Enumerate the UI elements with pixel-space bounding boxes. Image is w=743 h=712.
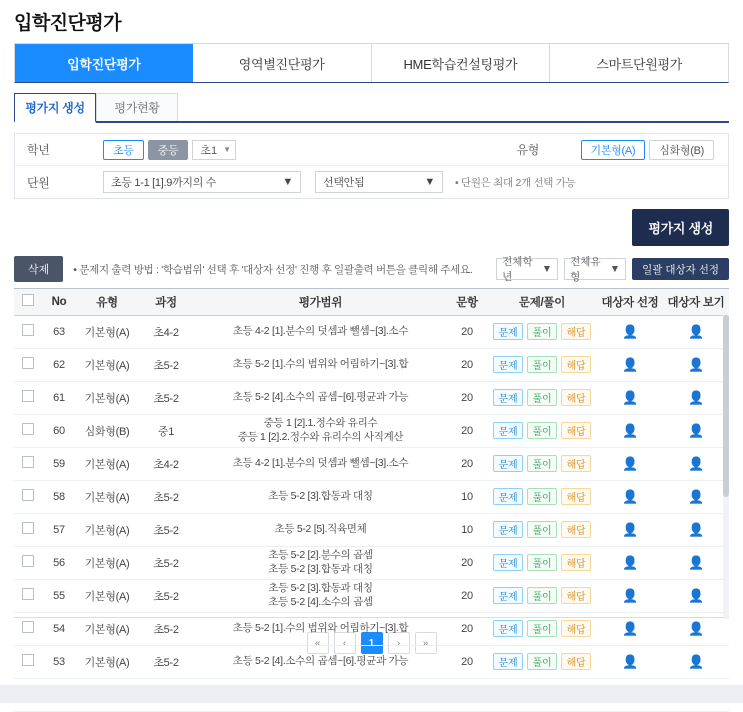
cell-target-view[interactable] bbox=[663, 546, 729, 579]
answer-button[interactable]: 해답 bbox=[561, 653, 591, 670]
row-checkbox-cell[interactable] bbox=[14, 414, 42, 447]
tab-label: HME학습컨설팅평가 bbox=[403, 56, 518, 72]
table-row[interactable] bbox=[14, 414, 729, 447]
table-row[interactable] bbox=[14, 546, 729, 579]
row-checkbox[interactable] bbox=[22, 390, 34, 402]
cell-no: 62 bbox=[42, 348, 76, 381]
cell-scope: 초등 5-2 [2].분수의 곱셈 초등 5-2 [3].합동과 대칭 bbox=[194, 546, 447, 579]
type-filter-value: 전체유형 bbox=[570, 256, 601, 283]
unit-select[interactable] bbox=[103, 171, 301, 193]
cell-type: 기본형(A) bbox=[76, 447, 138, 480]
tab-label: 영역별진단평가 bbox=[238, 56, 325, 72]
row-checkbox-cell[interactable] bbox=[14, 579, 42, 612]
cell-actions bbox=[487, 579, 597, 612]
cell-type: 기본형(A) bbox=[76, 612, 138, 645]
cell-course: 초5-2 bbox=[138, 546, 194, 579]
cell-course: 초5-2 bbox=[138, 645, 194, 678]
table-row[interactable] bbox=[14, 315, 729, 348]
delete-button[interactable]: 삭제 bbox=[14, 256, 63, 282]
cell-no: 53 bbox=[42, 645, 76, 678]
cell-actions bbox=[487, 645, 597, 678]
pagination-last[interactable]: » bbox=[415, 632, 437, 654]
cell-count: 20 bbox=[447, 447, 487, 480]
cell-scope: 초등 5-2 [4].소수의 곱셈~[6].평균과 가능 bbox=[194, 645, 447, 678]
table-scrollbar-thumb[interactable] bbox=[723, 315, 729, 497]
cell-scope: 초등 5-2 [3].합동과 대칭 bbox=[194, 480, 447, 513]
cell-count: 20 bbox=[447, 414, 487, 447]
pagination-first[interactable]: « bbox=[307, 632, 329, 654]
solution-button[interactable]: 풀이 bbox=[527, 488, 557, 505]
th-select-all[interactable] bbox=[14, 289, 42, 315]
filter-row-grade bbox=[15, 134, 728, 166]
question-button[interactable]: 문제 bbox=[493, 653, 523, 670]
th-count: 문항 bbox=[447, 289, 487, 315]
cell-no: 57 bbox=[42, 513, 76, 546]
cell-actions bbox=[487, 513, 597, 546]
cell-no: 54 bbox=[42, 612, 76, 645]
cell-scope: 초등 5-2 [5].직육면체 bbox=[194, 513, 447, 546]
solution-button[interactable]: 풀이 bbox=[527, 554, 557, 571]
table-row[interactable] bbox=[14, 381, 729, 414]
cell-target-view[interactable] bbox=[663, 414, 729, 447]
cell-scope: 초등 5-2 [4].소수의 곱셈~[6].평균과 가능 bbox=[194, 381, 447, 414]
unit-select-value: 초등 1-1 [1].9까지의 수 bbox=[111, 177, 217, 189]
question-button[interactable]: 문제 bbox=[493, 389, 523, 406]
row-checkbox-cell[interactable] bbox=[14, 447, 42, 480]
cell-count: 10 bbox=[447, 480, 487, 513]
table-toolbar bbox=[14, 256, 729, 282]
question-button[interactable]: 문제 bbox=[493, 620, 523, 637]
solution-button[interactable]: 풀이 bbox=[527, 422, 557, 439]
cell-actions bbox=[487, 480, 597, 513]
chevron-down-icon: ▼ bbox=[282, 176, 293, 188]
bulk-select-target-button[interactable]: 일괄 대상자 선정 bbox=[632, 258, 729, 280]
solution-button[interactable]: 풀이 bbox=[527, 389, 557, 406]
type-pill-advanced[interactable]: 심화형(B) bbox=[649, 140, 714, 160]
type-label: 유형 bbox=[516, 143, 540, 157]
cell-type: 기본형(A) bbox=[76, 315, 138, 348]
solution-button[interactable]: 풀이 bbox=[527, 653, 557, 670]
th-target-view: 대상자 보기 bbox=[663, 289, 729, 315]
th-type: 유형 bbox=[76, 289, 138, 315]
tab-label: 스마트단원평가 bbox=[596, 56, 683, 72]
sub-tab-bar bbox=[14, 93, 729, 123]
person-add-icon[interactable]: 👤 bbox=[622, 422, 638, 438]
subtab-label: 평가현황 bbox=[114, 101, 160, 115]
person-add-icon[interactable]: 👤 bbox=[622, 554, 638, 570]
cell-target-view[interactable] bbox=[663, 381, 729, 414]
row-checkbox[interactable] bbox=[22, 588, 34, 600]
cell-target-select[interactable] bbox=[597, 381, 663, 414]
question-button[interactable]: 문제 bbox=[493, 323, 523, 340]
grade-pill-elementary[interactable]: 초등 bbox=[103, 140, 144, 160]
unit-option-value: 선택안됨 bbox=[323, 177, 365, 189]
row-checkbox-cell[interactable] bbox=[14, 612, 42, 645]
row-checkbox[interactable] bbox=[22, 489, 34, 501]
cell-target-select[interactable] bbox=[597, 348, 663, 381]
grade-pill-group bbox=[103, 140, 188, 160]
th-course: 과정 bbox=[138, 289, 194, 315]
cell-target-select[interactable] bbox=[597, 315, 663, 348]
select-all-checkbox[interactable] bbox=[22, 294, 34, 306]
person-view-icon[interactable]: 👤 bbox=[688, 488, 704, 504]
cell-target-view[interactable] bbox=[663, 480, 729, 513]
cell-course: 초4-2 bbox=[138, 315, 194, 348]
cell-no: 60 bbox=[42, 414, 76, 447]
th-target-select: 대상자 선정 bbox=[597, 289, 663, 315]
cell-scope: 초등 5-2 [1].수의 범위와 어림하기~[3].합 bbox=[194, 612, 447, 645]
cell-no: 63 bbox=[42, 315, 76, 348]
person-view-icon[interactable]: 👤 bbox=[688, 521, 704, 537]
cell-type: 기본형(A) bbox=[76, 546, 138, 579]
row-checkbox[interactable] bbox=[22, 324, 34, 336]
generate-row bbox=[14, 209, 729, 246]
solution-button[interactable]: 풀이 bbox=[527, 587, 557, 604]
cell-count: 20 bbox=[447, 579, 487, 612]
row-checkbox-cell[interactable] bbox=[14, 381, 42, 414]
chevron-down-icon: ▼ bbox=[609, 263, 621, 275]
page-title: 입학진단평가 bbox=[14, 13, 122, 34]
person-view-icon[interactable]: 👤 bbox=[688, 620, 704, 636]
cell-count: 20 bbox=[447, 381, 487, 414]
grade-filter-select[interactable] bbox=[496, 256, 558, 283]
solution-button[interactable]: 풀이 bbox=[527, 521, 557, 538]
cell-type: 기본형(A) bbox=[76, 579, 138, 612]
filter-panel bbox=[14, 133, 729, 199]
cell-target-select[interactable] bbox=[597, 579, 663, 612]
grade-level-value: 초1 bbox=[200, 144, 218, 157]
cell-actions bbox=[487, 381, 597, 414]
cell-course: 중1 bbox=[138, 414, 194, 447]
cell-count: 20 bbox=[447, 612, 487, 645]
type-pill-group bbox=[581, 140, 715, 160]
cell-count: 20 bbox=[447, 645, 487, 678]
cell-type: 기본형(A) bbox=[76, 513, 138, 546]
chevron-down-icon: ▼ bbox=[223, 145, 231, 154]
th-question-solution: 문제/풀이 bbox=[487, 289, 597, 315]
pagination-next[interactable]: › bbox=[388, 632, 410, 654]
cell-actions bbox=[487, 414, 597, 447]
cell-course: 초5-2 bbox=[138, 579, 194, 612]
row-checkbox[interactable] bbox=[22, 357, 34, 369]
cell-no: 59 bbox=[42, 447, 76, 480]
answer-button[interactable]: 해답 bbox=[561, 488, 591, 505]
cell-target-select[interactable] bbox=[597, 414, 663, 447]
tab-area-diagnostic[interactable] bbox=[193, 44, 372, 82]
answer-button[interactable]: 해답 bbox=[561, 620, 591, 637]
table-header-row bbox=[14, 289, 729, 315]
cell-actions bbox=[487, 447, 597, 480]
question-button[interactable]: 문제 bbox=[493, 521, 523, 538]
person-add-icon[interactable]: 👤 bbox=[622, 389, 638, 405]
table-row[interactable] bbox=[14, 348, 729, 381]
type-filter-select[interactable] bbox=[564, 256, 626, 283]
cell-count: 20 bbox=[447, 315, 487, 348]
row-checkbox[interactable] bbox=[22, 423, 34, 435]
cell-scope: 중등 1 [2].1.정수와 유리수 중등 1 [2].2.정수와 유리수의 사직계산 bbox=[194, 414, 447, 447]
cell-count: 20 bbox=[447, 546, 487, 579]
cell-course: 초5-2 bbox=[138, 513, 194, 546]
cell-target-view[interactable] bbox=[663, 645, 729, 678]
cell-type: 기본형(A) bbox=[76, 480, 138, 513]
cell-course: 초5-2 bbox=[138, 612, 194, 645]
th-no: No bbox=[42, 289, 76, 315]
tab-label: 입학진단평가 bbox=[67, 56, 141, 72]
row-checkbox-cell[interactable] bbox=[14, 546, 42, 579]
question-button[interactable]: 문제 bbox=[493, 455, 523, 472]
type-pill-basic[interactable]: 기본형(A) bbox=[581, 140, 646, 160]
row-checkbox-cell[interactable] bbox=[14, 480, 42, 513]
cell-target-select[interactable] bbox=[597, 546, 663, 579]
results-table bbox=[14, 289, 729, 712]
row-checkbox-cell[interactable] bbox=[14, 315, 42, 348]
table-row[interactable] bbox=[14, 645, 729, 678]
cell-scope: 초등 5-2 [1].수의 범위와 어림하기~[3].합 bbox=[194, 348, 447, 381]
row-checkbox-cell[interactable] bbox=[14, 645, 42, 678]
pagination-page-1[interactable]: 1 bbox=[361, 632, 383, 654]
answer-button[interactable]: 해답 bbox=[561, 554, 591, 571]
row-checkbox[interactable] bbox=[22, 621, 34, 633]
cell-actions bbox=[487, 315, 597, 348]
cell-actions bbox=[487, 612, 597, 645]
person-view-icon[interactable]: 👤 bbox=[688, 356, 704, 372]
question-button[interactable]: 문제 bbox=[493, 356, 523, 373]
pagination-prev[interactable]: ‹ bbox=[334, 632, 356, 654]
grade-pill-middle[interactable]: 중등 bbox=[148, 140, 189, 160]
subtab-create-sheet[interactable] bbox=[14, 93, 96, 123]
tab-smart-unit[interactable] bbox=[550, 44, 728, 82]
answer-button[interactable]: 해답 bbox=[561, 587, 591, 604]
row-checkbox[interactable] bbox=[22, 522, 34, 534]
person-add-icon[interactable]: 👤 bbox=[622, 488, 638, 504]
chevron-down-icon: ▼ bbox=[541, 263, 553, 275]
answer-button[interactable]: 해답 bbox=[561, 521, 591, 538]
grade-level-select[interactable] bbox=[192, 140, 236, 160]
row-checkbox[interactable] bbox=[22, 654, 34, 666]
cell-count: 10 bbox=[447, 513, 487, 546]
filter-row-unit bbox=[15, 166, 728, 198]
person-add-icon[interactable]: 👤 bbox=[622, 587, 638, 603]
cell-actions bbox=[487, 546, 597, 579]
cell-target-view[interactable] bbox=[663, 579, 729, 612]
subtab-label: 평가지 생성 bbox=[25, 101, 85, 115]
table-body bbox=[14, 315, 729, 711]
cell-course: 초5-2 bbox=[138, 348, 194, 381]
results-table-wrapper bbox=[14, 288, 729, 669]
person-add-icon[interactable]: 👤 bbox=[622, 653, 638, 669]
tab-admission-diagnostic[interactable] bbox=[15, 44, 193, 82]
cell-target-select[interactable] bbox=[597, 645, 663, 678]
cell-actions bbox=[487, 348, 597, 381]
unit-option-select[interactable] bbox=[315, 171, 443, 193]
person-add-icon[interactable]: 👤 bbox=[622, 323, 638, 339]
person-add-icon[interactable]: 👤 bbox=[622, 521, 638, 537]
table-row[interactable] bbox=[14, 579, 729, 612]
person-view-icon[interactable]: 👤 bbox=[688, 587, 704, 603]
person-add-icon[interactable]: 👤 bbox=[622, 455, 638, 471]
tab-hme-consulting[interactable] bbox=[372, 44, 551, 82]
answer-button[interactable]: 해답 bbox=[561, 455, 591, 472]
cell-type: 심화형(B) bbox=[76, 414, 138, 447]
cell-target-select[interactable] bbox=[597, 513, 663, 546]
row-checkbox-cell[interactable] bbox=[14, 348, 42, 381]
cell-no: 56 bbox=[42, 546, 76, 579]
cell-target-view[interactable] bbox=[663, 348, 729, 381]
cell-type: 기본형(A) bbox=[76, 348, 138, 381]
cell-course: 초5-2 bbox=[138, 480, 194, 513]
cell-count: 20 bbox=[447, 348, 487, 381]
answer-button[interactable]: 해답 bbox=[561, 356, 591, 373]
person-view-icon[interactable]: 👤 bbox=[688, 455, 704, 471]
person-view-icon[interactable]: 👤 bbox=[688, 389, 704, 405]
chevron-down-icon: ▼ bbox=[424, 176, 435, 188]
row-checkbox[interactable] bbox=[22, 555, 34, 567]
cell-target-select[interactable] bbox=[597, 612, 663, 645]
cell-target-view[interactable] bbox=[663, 612, 729, 645]
solution-button[interactable]: 풀이 bbox=[527, 620, 557, 637]
cell-target-view[interactable] bbox=[663, 513, 729, 546]
table-row[interactable] bbox=[14, 612, 729, 645]
grade-label: 학년 bbox=[27, 143, 50, 157]
person-view-icon[interactable]: 👤 bbox=[688, 422, 704, 438]
solution-button[interactable]: 풀이 bbox=[527, 455, 557, 472]
person-view-icon[interactable]: 👤 bbox=[688, 323, 704, 339]
question-button[interactable]: 문제 bbox=[493, 587, 523, 604]
table-row[interactable] bbox=[14, 447, 729, 480]
cell-scope: 초등 5-2 [3].합동과 대칭 초등 5-2 [4].소수의 곱셈 bbox=[194, 579, 447, 612]
table-scrollbar[interactable] bbox=[723, 315, 729, 619]
cell-target-select[interactable] bbox=[597, 480, 663, 513]
cell-course: 초5-2 bbox=[138, 381, 194, 414]
answer-button[interactable]: 해답 bbox=[561, 422, 591, 439]
grade-filter-value: 전체학년 bbox=[502, 256, 533, 283]
th-scope: 평가범위 bbox=[194, 289, 447, 315]
cell-course: 초4-2 bbox=[138, 447, 194, 480]
subtab-status[interactable] bbox=[96, 93, 178, 121]
table-row[interactable] bbox=[14, 513, 729, 546]
person-view-icon[interactable]: 👤 bbox=[688, 653, 704, 669]
cell-type: 기본형(A) bbox=[76, 645, 138, 678]
question-button[interactable]: 문제 bbox=[493, 554, 523, 571]
cell-scope: 초등 4-2 [1].분수의 덧셈과 뺄셈~[3].소수 bbox=[194, 315, 447, 348]
answer-button[interactable]: 해답 bbox=[561, 323, 591, 340]
cell-target-select[interactable] bbox=[597, 447, 663, 480]
person-add-icon[interactable]: 👤 bbox=[622, 620, 638, 636]
question-button[interactable]: 문제 bbox=[493, 488, 523, 505]
unit-label: 단원 bbox=[27, 175, 50, 190]
row-checkbox[interactable] bbox=[22, 456, 34, 468]
cell-type: 기본형(A) bbox=[76, 381, 138, 414]
cell-scope: 초등 4-2 [1].분수의 덧셈과 뺄셈~[3].소수 bbox=[194, 447, 447, 480]
solution-button[interactable]: 풀이 bbox=[527, 356, 557, 373]
cell-target-view[interactable] bbox=[663, 315, 729, 348]
generate-sheet-button[interactable]: 평가지 생성 bbox=[632, 209, 729, 246]
cell-no: 61 bbox=[42, 381, 76, 414]
main-tab-bar bbox=[14, 43, 729, 83]
person-add-icon[interactable]: 👤 bbox=[622, 356, 638, 372]
question-button[interactable]: 문제 bbox=[493, 422, 523, 439]
toolbar-note: • 문제지 출력 방법 : '학습범위' 선택 후 '대상자 선정' 진행 후 일괄출력 버튼을 클릭해 주세요. bbox=[73, 263, 473, 276]
bottom-bar bbox=[0, 685, 743, 703]
cell-no: 55 bbox=[42, 579, 76, 612]
cell-no: 58 bbox=[42, 480, 76, 513]
person-view-icon[interactable]: 👤 bbox=[688, 554, 704, 570]
row-checkbox-cell[interactable] bbox=[14, 513, 42, 546]
solution-button[interactable]: 풀이 bbox=[527, 323, 557, 340]
answer-button[interactable]: 해답 bbox=[561, 389, 591, 406]
unit-hint: • 단원은 최대 2개 선택 가능 bbox=[455, 176, 576, 189]
table-row[interactable] bbox=[14, 480, 729, 513]
cell-target-view[interactable] bbox=[663, 447, 729, 480]
